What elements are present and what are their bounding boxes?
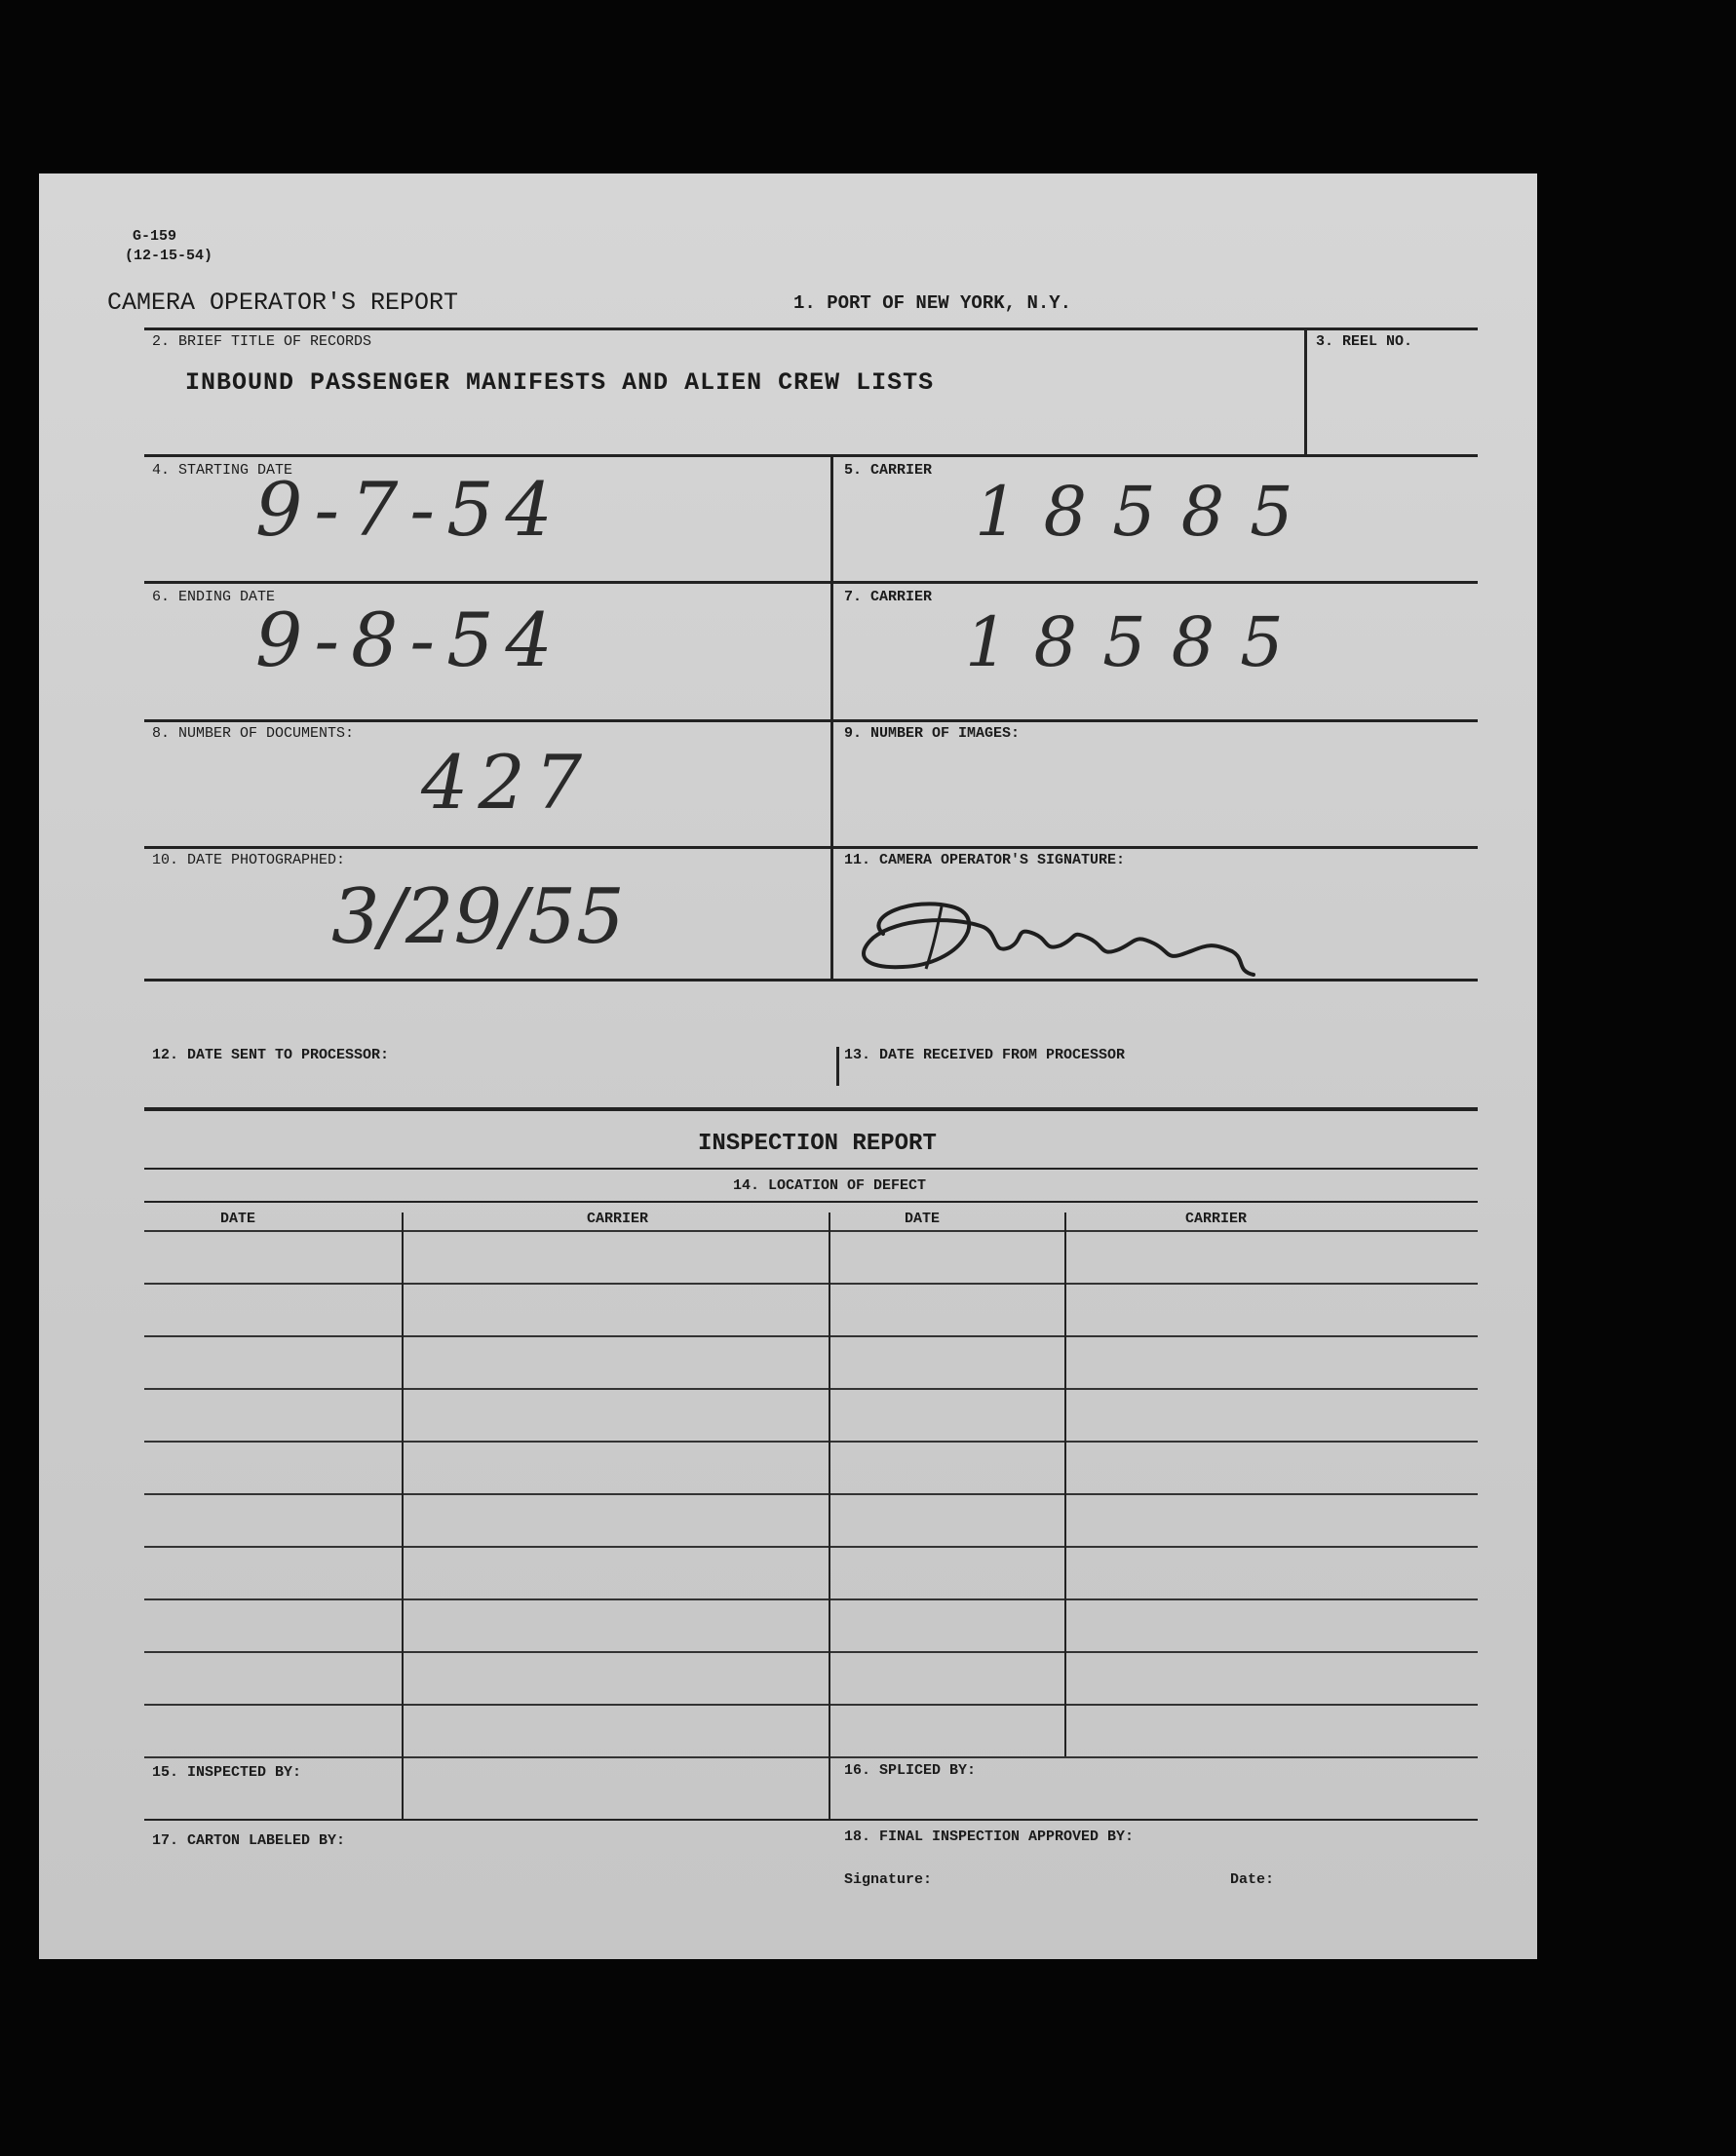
table-row-line — [144, 1651, 1478, 1653]
field-18-label: 18. FINAL INSPECTION APPROVED BY: — [844, 1829, 1135, 1845]
column-divider — [1064, 1213, 1066, 1756]
field-2-label: 2. BRIEF TITLE OF RECORDS — [152, 333, 372, 350]
form-sheet — [39, 173, 1537, 1959]
port-label: 1. PORT OF NEW YORK, N.Y. — [793, 292, 1072, 314]
table-row-line — [144, 1598, 1478, 1600]
table-row-line — [144, 1388, 1478, 1390]
field-6-label: 6. ENDING DATE — [152, 589, 276, 605]
field-10-value: 3/29/55 — [331, 873, 625, 961]
column-header-carrier-2: CARRIER — [1185, 1211, 1248, 1227]
field-7-value: 18585 — [965, 602, 1309, 682]
signature — [844, 877, 1331, 984]
table-row-line — [144, 1283, 1478, 1285]
rule — [144, 846, 1478, 849]
inspection-subtitle: 14. LOCATION OF DEFECT — [733, 1177, 927, 1194]
column-divider — [830, 454, 833, 981]
field-13-label: 13. DATE RECEIVED FROM PROCESSOR — [844, 1047, 1126, 1063]
column-header-date-2: DATE — [905, 1211, 941, 1227]
field-7-label: 7. CARRIER — [844, 589, 933, 605]
rule — [144, 327, 1478, 330]
field-15-label: 15. INSPECTED BY: — [152, 1764, 302, 1781]
reel-divider — [1304, 327, 1307, 454]
form-date: (12-15-54) — [125, 248, 213, 264]
field-3-label: 3. REEL NO. — [1316, 333, 1413, 350]
field-2-value: INBOUND PASSENGER MANIFESTS AND ALIEN CREW LISTS — [185, 368, 935, 397]
field-8-label: 8. NUMBER OF DOCUMENTS: — [152, 725, 355, 742]
table-row-line — [144, 1230, 1478, 1232]
field-4-label: 4. STARTING DATE — [152, 462, 293, 479]
rule — [144, 1168, 1478, 1170]
column-header-carrier-1: CARRIER — [587, 1211, 649, 1227]
column-divider — [402, 1213, 404, 1819]
field-17-label: 17. CARTON LABELED BY: — [152, 1832, 346, 1849]
field-5-value: 18585 — [975, 472, 1319, 552]
date-label: Date: — [1230, 1871, 1275, 1888]
rule — [144, 1819, 1478, 1821]
rule — [144, 719, 1478, 722]
form-number: G-159 — [133, 228, 177, 245]
rule — [144, 1201, 1478, 1203]
field-10-label: 10. DATE PHOTOGRAPHED: — [152, 852, 346, 868]
rule — [144, 1107, 1478, 1111]
field-4-value: 9-7-54 — [255, 466, 564, 553]
field-8-value: 427 — [421, 739, 593, 826]
field-12-label: 12. DATE SENT TO PROCESSOR: — [152, 1047, 390, 1063]
table-row-line — [144, 1441, 1478, 1443]
field-16-label: 16. SPLICED BY: — [844, 1762, 977, 1779]
signature-label: Signature: — [844, 1871, 933, 1888]
form-title: CAMERA OPERATOR'S REPORT — [107, 289, 459, 317]
table-row-line — [144, 1335, 1478, 1337]
column-divider — [829, 1213, 830, 1819]
rule — [144, 581, 1478, 584]
table-row-line — [144, 1546, 1478, 1548]
table-row-line — [144, 1756, 1478, 1758]
field-5-label: 5. CARRIER — [844, 462, 933, 479]
field-13-divider — [836, 1047, 839, 1086]
inspection-title: INSPECTION REPORT — [698, 1131, 937, 1157]
table-row-line — [144, 1704, 1478, 1706]
column-header-date-1: DATE — [220, 1211, 256, 1227]
table-row-line — [144, 1493, 1478, 1495]
rule — [144, 454, 1478, 457]
field-9-label: 9. NUMBER OF IMAGES: — [844, 725, 1021, 742]
field-11-label: 11. CAMERA OPERATOR'S SIGNATURE: — [844, 852, 1126, 868]
field-6-value: 9-8-54 — [255, 597, 564, 683]
rule — [144, 979, 1478, 982]
